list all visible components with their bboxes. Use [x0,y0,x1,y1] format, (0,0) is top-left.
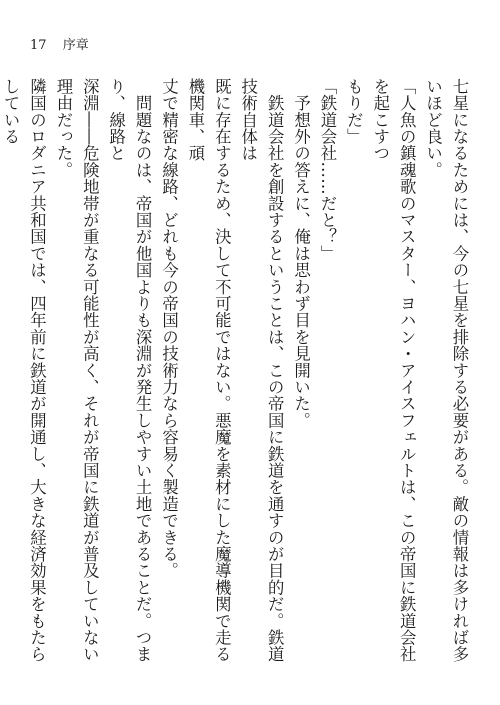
text-line: もりだ」 [344,78,364,145]
text-line: 「鉄道会社……だと？」 [317,78,337,262]
text-line: 問題なのは、帝国が他国よりも深淵が発生しやすい土地であることだ。つまり、線路と [106,78,153,663]
vertical-text-body [1,78,472,678]
page-number: 17 [30,38,47,53]
chapter-title: 序章 [62,38,89,53]
text-line: 隣国のロダニア共和国では、四年前に鉄道が開通し、大きな経済効果をもたらしている [1,78,47,663]
text-line: 鉄道会社を創設するということは、この帝国に鉄道を通すのが目的だ。鉄道技術自体は [238,78,285,663]
text-line: 既に存在するため、決して不可能ではない。悪魔を素材にした魔導機関で走る機関車、頑 [185,78,232,663]
text-line: 丈で精密な線路、どれも今の帝国の技術力なら容易く製造できる。 [159,78,179,579]
text-line: 七星になるためには、今の七星を排除する必要がある。敵の情報は多ければ多いほど良い。 [423,78,469,663]
text-line: 「人魚の鎮魂歌のマスター、ヨハン・アイスフェルトは、この帝国に鉄道会社を起こすつ [370,78,417,663]
text-line: 予想外の答えに、俺は思わず目を見開いた。 [291,78,311,429]
text-line: 深淵――危険地帯が重なる可能性が高く、それが帝国に鉄道が普及していない理由だった。 [53,78,100,663]
page-header [30,38,89,54]
